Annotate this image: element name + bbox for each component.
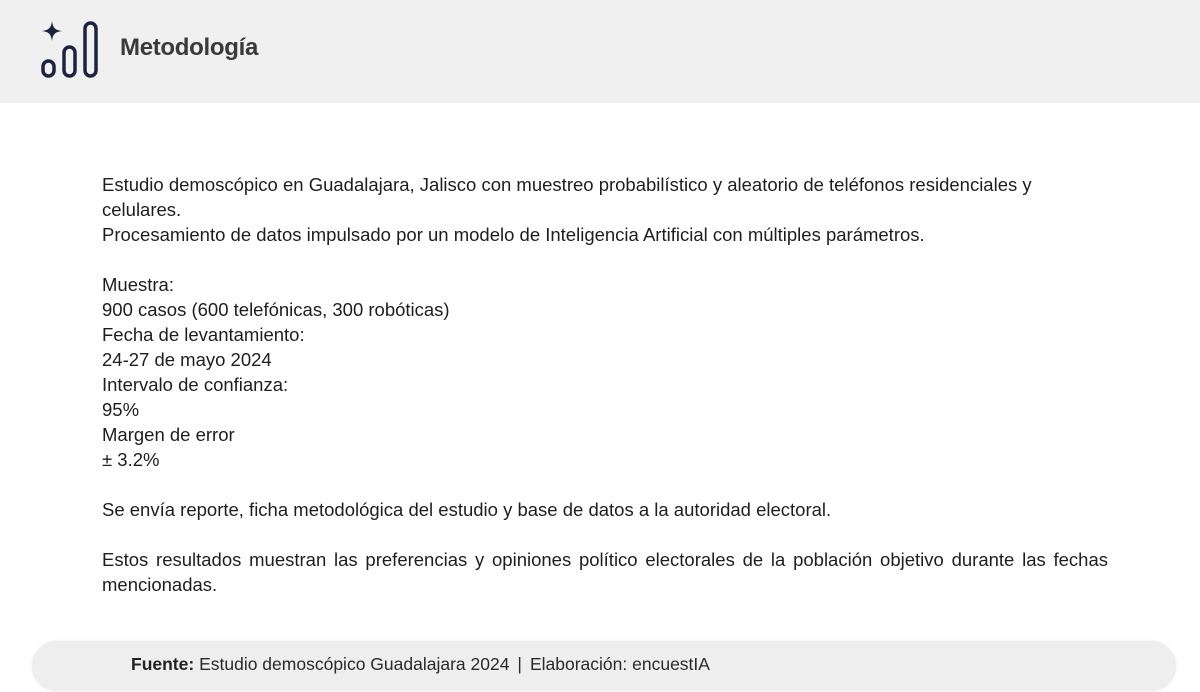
detail-value-confidence: 95% <box>102 399 140 420</box>
detail-label-confidence: Intervalo de confianza: <box>102 374 289 395</box>
footer-source-value: Estudio demoscópico Guadalajara 2024 <box>199 654 510 674</box>
detail-label-sample: Muestra: <box>102 274 174 295</box>
footer-bar <box>32 641 1176 691</box>
page-title: Metodología <box>120 34 259 61</box>
results-note: Estos resultados muestran las preferencias y opiniones político electorales de la población objetivo durante las fechas mencionadas. <box>102 549 1108 595</box>
footer-credit: Elaboración: encuestIA <box>529 654 710 674</box>
detail-label-error: Margen de error <box>102 424 235 445</box>
header-bar <box>0 0 1200 103</box>
methodology-content <box>102 172 1108 597</box>
footer-separator: | <box>517 654 522 674</box>
bar-chart-sparkle-icon <box>40 20 102 80</box>
detail-label-date: Fecha de levantamiento: <box>102 324 305 345</box>
intro-line-2: Procesamiento de datos impulsado por un modelo de Inteligencia Artificial con múltiples parámetros. <box>102 224 925 245</box>
report-note: Se envía reporte, ficha metodológica del estudio y base de datos a la autoridad electoral. <box>102 499 832 520</box>
detail-value-error: ± 3.2% <box>102 449 160 470</box>
footer-source-label: Fuente: <box>131 654 195 674</box>
footer-source <box>131 654 710 675</box>
detail-value-date: 24-27 de mayo 2024 <box>102 349 272 370</box>
intro-line-1: Estudio demoscópico en Guadalajara, Jalisco con muestreo probabilístico y aleatorio de teléfonos residenciales y celulares. <box>102 174 1032 220</box>
detail-value-sample: 900 casos (600 telefónicas, 300 robóticas) <box>102 299 450 320</box>
